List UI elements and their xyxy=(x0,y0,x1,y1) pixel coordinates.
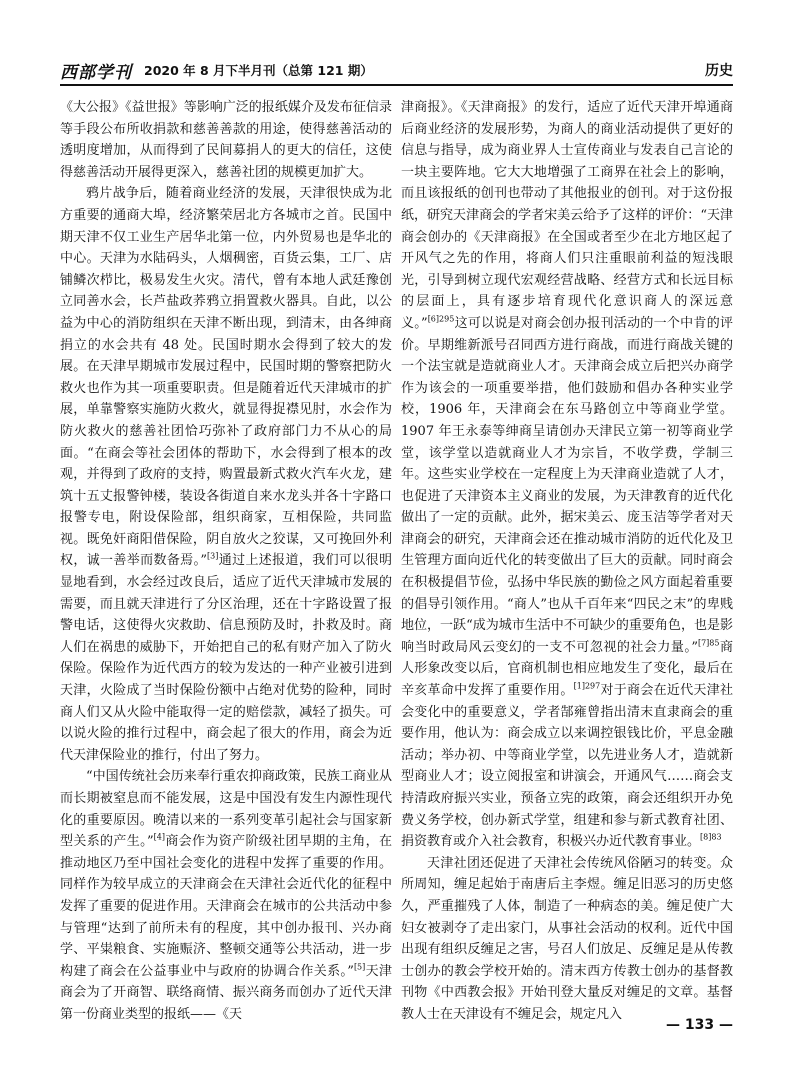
journal-logo: 西部学刊 xyxy=(60,63,132,83)
citation-marker: [3] xyxy=(207,552,219,562)
citation-marker: [4] xyxy=(153,832,165,842)
paragraph xyxy=(60,97,392,183)
paragraph-text: “中国传统社会历来奉行重农抑商政策，民族工商业从而长期被窒息而不能发展，这是中国没有发生内源性现代化的重要原因。晚清以来的一系列变革引起社会与国家新型关系的产生。” xyxy=(60,769,392,850)
paragraph-text: 天津社团还促进了天津社会传统风俗陋习的转变。众所周知，缠足起始于南唐后主李煜。缠足旧恶习的历史悠久，严重摧残了人体，制造了一种病态的美。缠足使广大妇女被剥夺了走出家门，从事社会活动的权利。近代中国出现有组织反缠足之害，号召人们放足、反缠足是从传教士创办的教会学校开始的。清末西方传教士创办的基督教刊物《中西教会报》开始刊登大量反对缠足的文章。基督教人士在天津设有不缠足会，规定凡入 xyxy=(401,855,733,1022)
paragraph-text: 对于商会在近代天津社会变化中的重要意义，学者郜雍曾指出清末直隶商会的重要作用，他认为：商会成立以来调控银钱比价，平息金融活动；举办初、中等商业学堂，以先进业务人才，造就新型商业人才；设立阅报室和讲演会，开通风气……商会支持清政府振兴实业，预备立宪的政策，商会还组织开办免费义务学校，创办新式学堂，组建和参与新式教育社团、捐资教育或介入社会教育，积极兴办近代教育事业。 xyxy=(401,683,733,850)
paragraph-text: 通过上述报道，我们可以很明显地看到，水会经过改良后，适应了近代天津城市发展的需要，而且就天津进行了分区治理，还在十字路设置了报警电话，这使得火灾救助、信息预防及时，扑救及时。商人们在祸患的威胁下，开始把自己的私有财产加入了防火保险。保险作为近代西方的较为发达的一种产业被引进到天津，火险成了当时保险份额中占绝对优势的险种，同时商人们又从火险中能取得一定的赔偿款，减轻了损失。可以说火险的推行过程中，商会起了很大的作用，商会为近代天津保险业的推行，付出了努力。 xyxy=(60,553,392,763)
citation-marker: [7]85 xyxy=(697,638,720,648)
paragraph xyxy=(401,853,733,1026)
citation-marker: [8]83 xyxy=(700,832,722,842)
page-header xyxy=(60,58,733,82)
paragraph-text: 这可以说是对商会创办报刊活动的一个中肯的评价。早期维新派号召同西方进行商战，而进行商战关键的一个法宝就是造就商业人才。天津商会成立后把兴办商学作为该会的一项重要举措，他们鼓励和倡办各种实业学校，1906 年，天津商会在东马路创立中等商业学堂。1907 年王永泰等绅商呈请创办天津民立第一初等商业学堂，该学堂以造就商业人才为宗旨，不收学费，学制三年。这些实业学校在一定程度上为天津商业造就了人才，也促进了天津资本主义商业的发展，为天津教育的近代化做出了一定的贡献。此外，据宋美云、庞玉洁等学者对天津商会的研究，天津商会还在推动城市消防的近代化及卫生管理方面向近代化的转变做出了巨大的贡献。同时商会在积极提倡节俭，弘扬中华民族的勤俭之风方面起着重要的倡导引领作用。“商人”也从千百年来“四民之末”的卑贱地位，一跃“成为城市生活中不可缺少的重要角色，也是影响当时政局风云变幻的一支不可忽视的社会力量。” xyxy=(401,315,733,655)
paragraph xyxy=(401,97,733,853)
paragraph-text: 商会作为资产阶级社团早期的主角，在推动地区乃至中国社会变化的进程中发挥了重要的作用。同样作为较早成立的天津商会在天津社会近代化的征程中发挥了重要的促进作用。天津商会在城市的公共活动中参与管理“达到了前所未有的程度，其中创办报刊、兴办商学、平粜粮食、实施赈济、整顿交通等公共活动，进一步构建了商会在公益事业中与政府的协调合作关系。” xyxy=(60,834,392,979)
header-rule xyxy=(60,84,733,86)
issue-info: 2020 年 8 月下半月刊（总第 121 期） xyxy=(144,63,373,78)
paragraph xyxy=(60,766,392,1025)
citation-marker: [1]297 xyxy=(573,681,601,691)
paragraph-text: 鸦片战争后，随着商业经济的发展，天津很快成为北方重要的通商大埠，经济繁荣居北方各城市之首。民国中期天津不仅工业生产居华北第一位，内外贸易也是华北的中心。天津为水陆码头，人烟稠密，百货云集，工厂、店铺鳞次栉比，极易发生火灾。清代，曾有本地人武廷豫创立同善水会，长芦盐政荞鸦立捐置救火器具。自此，以公益为中心的消防组织在天津不断出现，到清末，由各绅商捐立的水会共有 48 处。民国时期水会得到了较大的发展。在天津早期城市发展过程中，民国时期的警察把防火救火也作为其一项重要职责。但是随着近代天津城市的扩展，单靠警察实施防火救火，就显得捉襟见肘，水会作为防火救火的慈善社团恰巧弥补了政府部门力不从心的局面。“在商会等社会团体的帮助下，水会得到了根本的改观，并得到了政府的支持，购置最新式救火汽车火龙，建筑十五丈报警钟楼，装设各街道自来水龙头并各十字路口报警专电，附设保险部，组织商家，互相保险，共同监视。既免奸商阳借保险，阴自放火之狡谋，又可挽回外利权，诚一善举而数备焉。” xyxy=(60,186,392,569)
paragraph-text: 《大公报》《益世报》等影响广泛的报纸媒介及发布征信录等手段公布所收捐款和慈善善款的用途，使得慈善活动的透明度增加，从而得到了民间募捐人的更大的信任，这使得慈善活动开展得更深入，慈善社团的规模更加扩大。 xyxy=(60,100,392,180)
paragraph-text: 津商报》。《天津商报》的发行，适应了近代天津开埠通商后商业经济的发展形势，为商人的商业活动提供了更好的信息与指导，成为商业界人士宣传商业与发表自己言论的一块主要阵地。它大大地增强了工商界在社会上的影响，而且该报纸的创刊也带动了其他报业的创刊。对于这份报纸，研究天津商会的学者宋美云给予了这样的评价：“天津商会创办的《天津商报》在全国或者至少在北方地区起了开风气之先的作用，将商人们只注重眼前利益的短浅眼光，引导到树立现代宏观经营战略、经营方式和长远目标的层面上，具有逐步培育现代化意识商人的深远意义。” xyxy=(401,100,733,331)
citation-marker: [5] xyxy=(353,962,366,972)
citation-marker: [6]295 xyxy=(427,314,455,324)
paragraph xyxy=(60,183,392,766)
right-column xyxy=(401,97,733,1026)
page-number: — 133 — xyxy=(666,1017,733,1033)
section-label: 历史 xyxy=(705,63,733,79)
left-column xyxy=(60,97,392,1026)
paragraph-text: 天津商会为了开商智、联络商情、振兴商务而创办了近代天津第一份商业类型的报纸——《天 xyxy=(60,963,392,1022)
paragraph-text: 商人形象改变以后，官商机制也相应地发生了变化，最后在辛亥革命中发挥了重要作用。 xyxy=(401,639,733,699)
